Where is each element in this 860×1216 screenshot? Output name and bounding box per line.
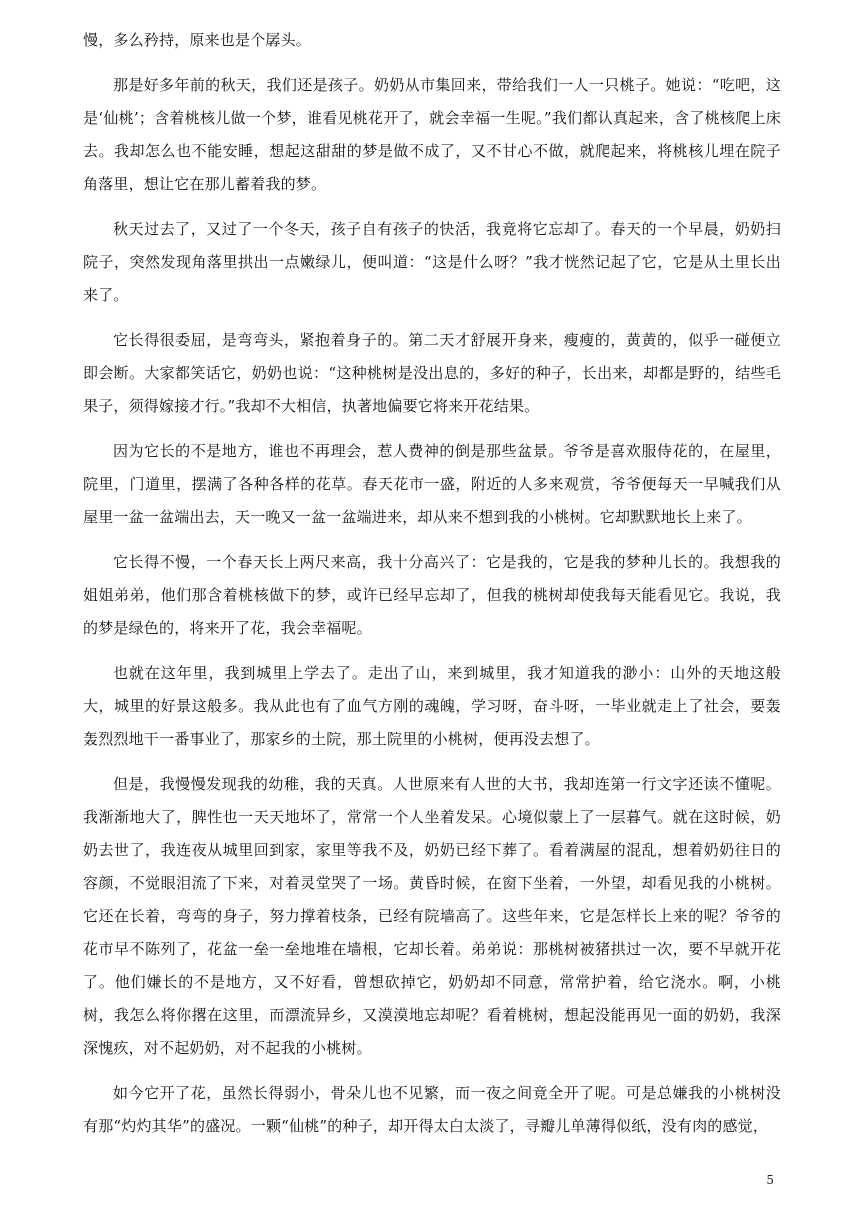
- paragraph: 秋天过去了，又过了一个冬天，孩子自有孩子的快活，我竟将它忘却了。春天的一个早晨，奶奶扫院子，突然发现角落里拱出一点嫩绿儿，便叫道：“这是什么呀？”我才恍然记起了它，它是从土里长出来了。: [83, 220, 781, 304]
- paragraph: 因为它长的不是地方，谁也不再理会，惹人费神的倒是那些盆景。爷爷是喜欢服侍花的，在屋里，院里，门道里，摆满了各种各样的花草。春天花市一盛，附近的人多来观赏，爷爷便每天一早喊我们从屋里一盆一盆端出去，天一晚又一盆一盆端进来，却从来不想到我的小桃树。它却默默地长上来了。: [83, 442, 781, 526]
- paragraph: 慢，多么矜持，原来也是个孱头。: [83, 31, 312, 49]
- paragraph: 如今它开了花，虽然长得弱小，骨朵儿也不见繁，而一夜之间竟全开了呢。可是总嫌我的小桃树没有那“灼灼其华”的盛况。一颗“仙桃”的种子，却开得太白太淡了，寻瓣儿单薄得似纸，没有肉的感觉，: [83, 1084, 781, 1135]
- paragraph: 那是好多年前的秋天，我们还是孩子。奶奶从市集回来，带给我们一人一只桃子。她说：“吃吧，这是‘仙桃’；含着桃核儿做一个梦，谁看见桃花开了，就会幸福一生呢。”我们都认真起来，含了桃核爬上床去。我却怎么也不能安睡，想起这甜甜的梦是做不成了，又不甘心不做，就爬起来，将桃核儿埋在院子角落里，想让它在那儿蓄着我的梦。: [83, 76, 781, 193]
- page-number: 5: [766, 1173, 774, 1187]
- paragraph: 它长得不慢，一个春天长上两尺来高，我十分高兴了：它是我的，它是我的梦种儿长的。我想我的姐姐弟弟，他们那含着桃核做下的梦，或许已经早忘却了，但我的桃树却使我每天能看见它。我说，我的梦是绿色的，将来开了花，我会幸福呢。: [83, 553, 781, 637]
- paragraph: 也就在这年里，我到城里上学去了。走出了山，来到城里，我才知道我的渺小：山外的天地这般大，城里的好景这般多。我从此也有了血气方刚的魂魄，学习呀，奋斗呀，一毕业就走上了社会，要轰轰烈烈地干一番事业了，那家乡的土院，那土院里的小桃树，便再没去想了。: [83, 664, 781, 748]
- paragraph: 但是，我慢慢发现我的幼稚，我的天真。人世原来有人世的大书，我却连第一行文字还读不懂呢。我渐渐地大了，脾性也一天天地坏了，常常一个人坐着发呆。心境似蒙上了一层暮气。就在这时候，奶奶去世了，我连夜从城里回到家，家里等我不及，奶奶已经下葬了。看着满屋的混乱，想着奶奶往日的容颜，不觉眼泪流了下来，对着灵堂哭了一场。黄昏时候，在窗下坐着，一外望，却看见我的小桃树。它还在长着，弯弯的身子，努力撑着枝条，已经有院墙高了。这些年来，它是怎样长上来的呢？爷爷的花市早不陈列了，花盆一垒一垒地堆在墙根，它却长着。弟弟说：那桃树被猪拱过一次，要不早就开花了。他们嫌长的不是地方，又不好看，曾想砍掉它，奶奶却不同意，常常护着，给它浇水。啊，小桃树，我怎么将你撂在这里，而漂流异乡，又漠漠地忘却呢？看着桃树，想起没能再见一面的奶奶，我深深愧疚，对不起奶奶，对不起我的小桃树。: [83, 775, 781, 1057]
- paragraph: 它长得很委屈，是弯弯头，紧抱着身子的。第二天才舒展开身来，瘦瘦的，黄黄的，似乎一碰便立即会断。大家都笑话它，奶奶也说：“这种桃树是没出息的，多好的种子，长出来，却都是野的，结些毛果子，须得嫁接才行。”我却不大相信，执著地偏要它将来开花结果。: [83, 331, 781, 415]
- article-body: [83, 24, 781, 1155]
